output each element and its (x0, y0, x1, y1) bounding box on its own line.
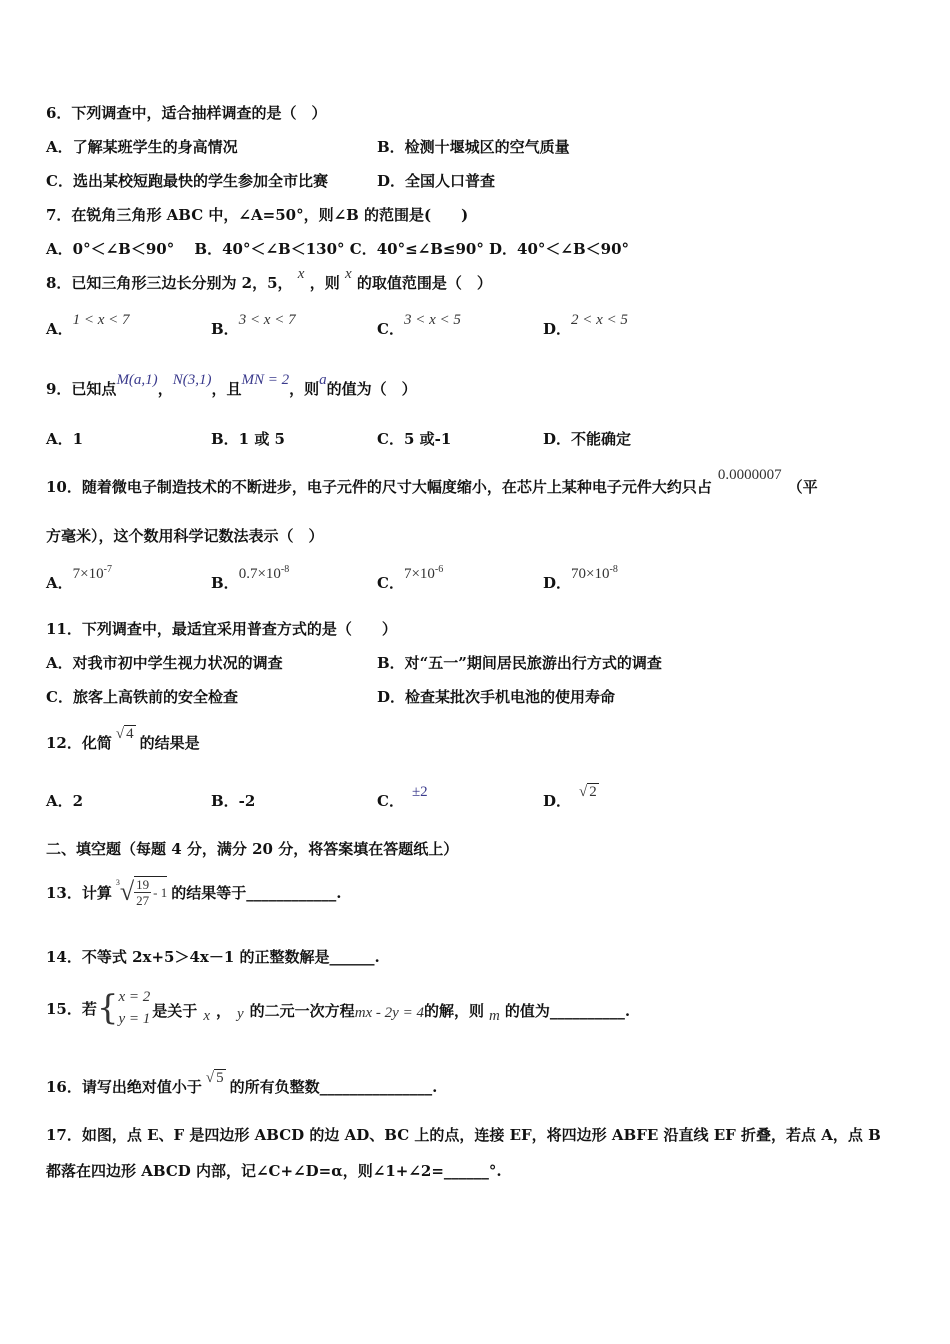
q8-stem-part-b: ，则 (309, 274, 340, 292)
q7-options: A．0°＜∠B＜90° B．40°＜∠B＜130° C．40°≤∠B≤90° D．40°＜∠B＜90° (46, 240, 630, 258)
section-2-title: 二、填空题（每题 4 分，满分 20 分，将答案填在答题纸上） (46, 840, 459, 858)
q9-condition: MN = 2 (241, 372, 290, 388)
q10-option-b (211, 564, 290, 593)
q12-radicand: 4 (126, 726, 134, 742)
q10-a-exp: -7 (103, 564, 112, 575)
q8-option-b-expr: 3 < x < 7 (238, 312, 296, 328)
q11-option-b: B．对“五一”期间居民旅游出行方式的调查 (377, 654, 662, 672)
q8-option-a (46, 312, 130, 339)
q13-stem-part-a: 13．计算 (46, 883, 112, 902)
q12-sqrt-sign: √ (115, 726, 125, 742)
q15-stem-part-b: 是关于 (152, 1001, 198, 1020)
q8-stem-part-a: 8．已知三角形三边长分别为 2，5， (46, 274, 293, 292)
q6-option-b: B．检测十堰城区的空气质量 (377, 138, 570, 156)
q10-d-times: ×10 (586, 566, 610, 582)
q9-stem-part-b: ，且 (211, 380, 242, 398)
q12-option-c-expr: ±2 (411, 784, 428, 800)
q8-stem (46, 266, 492, 293)
q10-number: 0.0000007 (717, 467, 782, 483)
q6-option-d: D．全国人口普查 (377, 172, 496, 190)
q12-option-a: A．2 (46, 792, 84, 810)
q9-point-n: N(3,1) (172, 372, 212, 388)
q9-stem (46, 372, 417, 399)
q15-system-line2: y = 1 (118, 1011, 151, 1027)
q16-stem-part-a: 16．请写出绝对值小于 (46, 1078, 202, 1096)
q12-option-d-label: D． (543, 792, 572, 810)
q8-option-d-label: D． (543, 320, 572, 338)
q8-option-a-label: A． (46, 320, 73, 338)
q12-sqrt-expr (116, 726, 136, 742)
q10-option-a-label: A． (46, 574, 73, 592)
q8-var-x: x (297, 266, 305, 282)
q10-stem-part-a: 10．随着微电子制造技术的不断进步，电子元件的尺寸大幅度缩小，在芯片上某种电子元件大约只占 (46, 478, 712, 496)
q15-system-line1: x = 2 (118, 989, 151, 1005)
q8-option-d (543, 312, 628, 339)
q15-stem-part-a: 15．若 (46, 999, 97, 1018)
q12-option-d-radicand: 2 (589, 784, 597, 800)
q17-line2: 都落在四边形 ABCD 内部，记∠C+∠D=α，则∠1+∠2=______°. (46, 1162, 502, 1180)
q12-option-c-label: C． (377, 792, 404, 810)
q13-minus-one: - 1 (153, 884, 168, 900)
q10-option-c (377, 564, 444, 593)
q13-cube-root-expr (116, 876, 167, 908)
q11-option-d: D．检查某批次手机电池的使用寿命 (377, 688, 616, 706)
q10-a-coef: 7 (72, 566, 81, 582)
q6-option-a: A．了解某班学生的身高情况 (46, 138, 238, 156)
q8-var-x-2: x (344, 266, 352, 282)
q9-option-b: B．1 或 5 (211, 430, 285, 448)
q8-option-c-expr: 3 < x < 5 (403, 312, 461, 328)
q13-root-sign: √ (119, 877, 135, 906)
q13-fraction (134, 877, 151, 908)
q11-option-a: A．对我市初中学生视力状况的调查 (46, 654, 283, 672)
q10-stem-part-b: （平 (787, 478, 818, 496)
q15-brace: { (96, 988, 119, 1028)
q7-stem: 7．在锐角三角形 ABC 中，∠A=50°，则∠B 的范围是( ) (46, 206, 469, 224)
q6-stem: 6．下列调查中，适合抽样调查的是（ ） (46, 104, 327, 122)
q15-var-y: y (237, 1005, 244, 1022)
q11-stem: 11．下列调查中，最适宜采用普查方式的是（ ） (46, 620, 397, 638)
q10-a-times: ×10 (80, 566, 104, 582)
q8-option-d-expr: 2 < x < 5 (571, 312, 628, 328)
q10-option-b-label: B． (211, 574, 239, 592)
q10-option-a-expr (73, 566, 112, 582)
q16-stem-part-b: 的所有负整数_______________. (229, 1078, 438, 1096)
q10-stem-line1 (46, 467, 818, 497)
q8-option-c (377, 312, 461, 339)
q8-option-b-label: B． (211, 320, 239, 338)
q17-line1: 17．如图，点 E、F 是四边形 ABCD 的边 AD、BC 上的点，连接 EF，将四边形 ABFE 沿直线 EF 折叠，若点 A，点 B (46, 1126, 881, 1144)
q9-sep: ， (157, 380, 173, 398)
q8-option-c-label: C． (377, 320, 404, 338)
q10-d-exp: -8 (609, 564, 618, 575)
q10-b-times: ×10 (257, 566, 281, 582)
q9-option-a: A．1 (46, 430, 84, 448)
q10-option-d (543, 564, 618, 593)
q13-denominator: 27 (136, 893, 150, 908)
q12-option-b: B．-2 (211, 792, 256, 810)
q15-stem-part-d: 的解，则 (423, 1001, 484, 1020)
q9-stem-part-a: 9．已知点 (46, 380, 117, 398)
q15-sep: ， (215, 1001, 231, 1020)
q8-option-a-expr: 1 < x < 7 (72, 312, 130, 328)
q12-stem-part-a: 12．化简 (46, 734, 112, 752)
q10-d-coef: 70 (571, 566, 587, 582)
q10-c-times: ×10 (411, 566, 435, 582)
q15-stem-part-e: 的值为__________. (504, 1001, 631, 1020)
q15-var-x: x (203, 1007, 210, 1024)
q15-stem (46, 984, 630, 1032)
q9-point-m: M(a,1) (116, 372, 158, 388)
q9-stem-part-c: ，则 (289, 380, 320, 398)
q15-var-m: m (488, 1007, 500, 1024)
q8-option-b (211, 312, 296, 339)
q10-c-exp: -6 (434, 564, 444, 575)
q9-option-c: C．5 或-1 (377, 430, 452, 448)
q10-option-d-label: D． (543, 574, 572, 592)
q10-option-d-expr (571, 566, 618, 582)
q12-stem (46, 726, 200, 753)
q16-sqrt-expr (206, 1070, 226, 1086)
q15-stem-part-c: 的二元一次方程 (249, 1001, 355, 1020)
q12-option-c (377, 784, 428, 811)
q10-stem-line2: 方毫米），这个数用科学记数法表示（ ） (46, 527, 324, 545)
q16-radicand: 5 (216, 1070, 224, 1086)
q9-stem-part-d: 的值为（ ） (326, 380, 417, 398)
q10-b-exp: -8 (280, 564, 290, 575)
q10-option-c-expr (404, 566, 443, 582)
q16-stem (46, 1070, 438, 1097)
q14-stem: 14．不等式 2x+5＞4x－1 的正整数解是______. (46, 948, 380, 966)
q13-numerator: 19 (136, 877, 150, 892)
q16-sqrt-sign: √ (205, 1070, 215, 1086)
q6-option-c: C．选出某校短跑最快的学生参加全市比赛 (46, 172, 328, 190)
q12-option-d-expr (579, 784, 599, 800)
q13-stem-part-b: 的结果等于____________. (171, 883, 342, 902)
q15-equation: mx - 2y = 4 (354, 1004, 424, 1021)
q11-option-c: C．旅客上高铁前的安全检查 (46, 688, 238, 706)
q10-option-b-expr (239, 566, 290, 582)
q10-option-c-label: C． (377, 574, 404, 592)
q15-system (119, 986, 151, 1030)
q10-b-coef: 0.7 (238, 566, 258, 582)
q9-var-a: a (319, 372, 327, 388)
q10-option-a (46, 564, 112, 593)
q10-c-coef: 7 (403, 566, 412, 582)
q12-d-sqrt-sign: √ (579, 784, 588, 800)
q9-option-d: D．不能确定 (543, 430, 632, 448)
q13-radicand (134, 876, 167, 908)
q12-option-d (543, 784, 599, 811)
q12-stem-part-b: 的结果是 (139, 734, 200, 752)
q13-stem (46, 872, 341, 912)
q13-root-index: 3 (115, 877, 120, 887)
q8-stem-part-c: 的取值范围是（ ） (356, 274, 492, 292)
